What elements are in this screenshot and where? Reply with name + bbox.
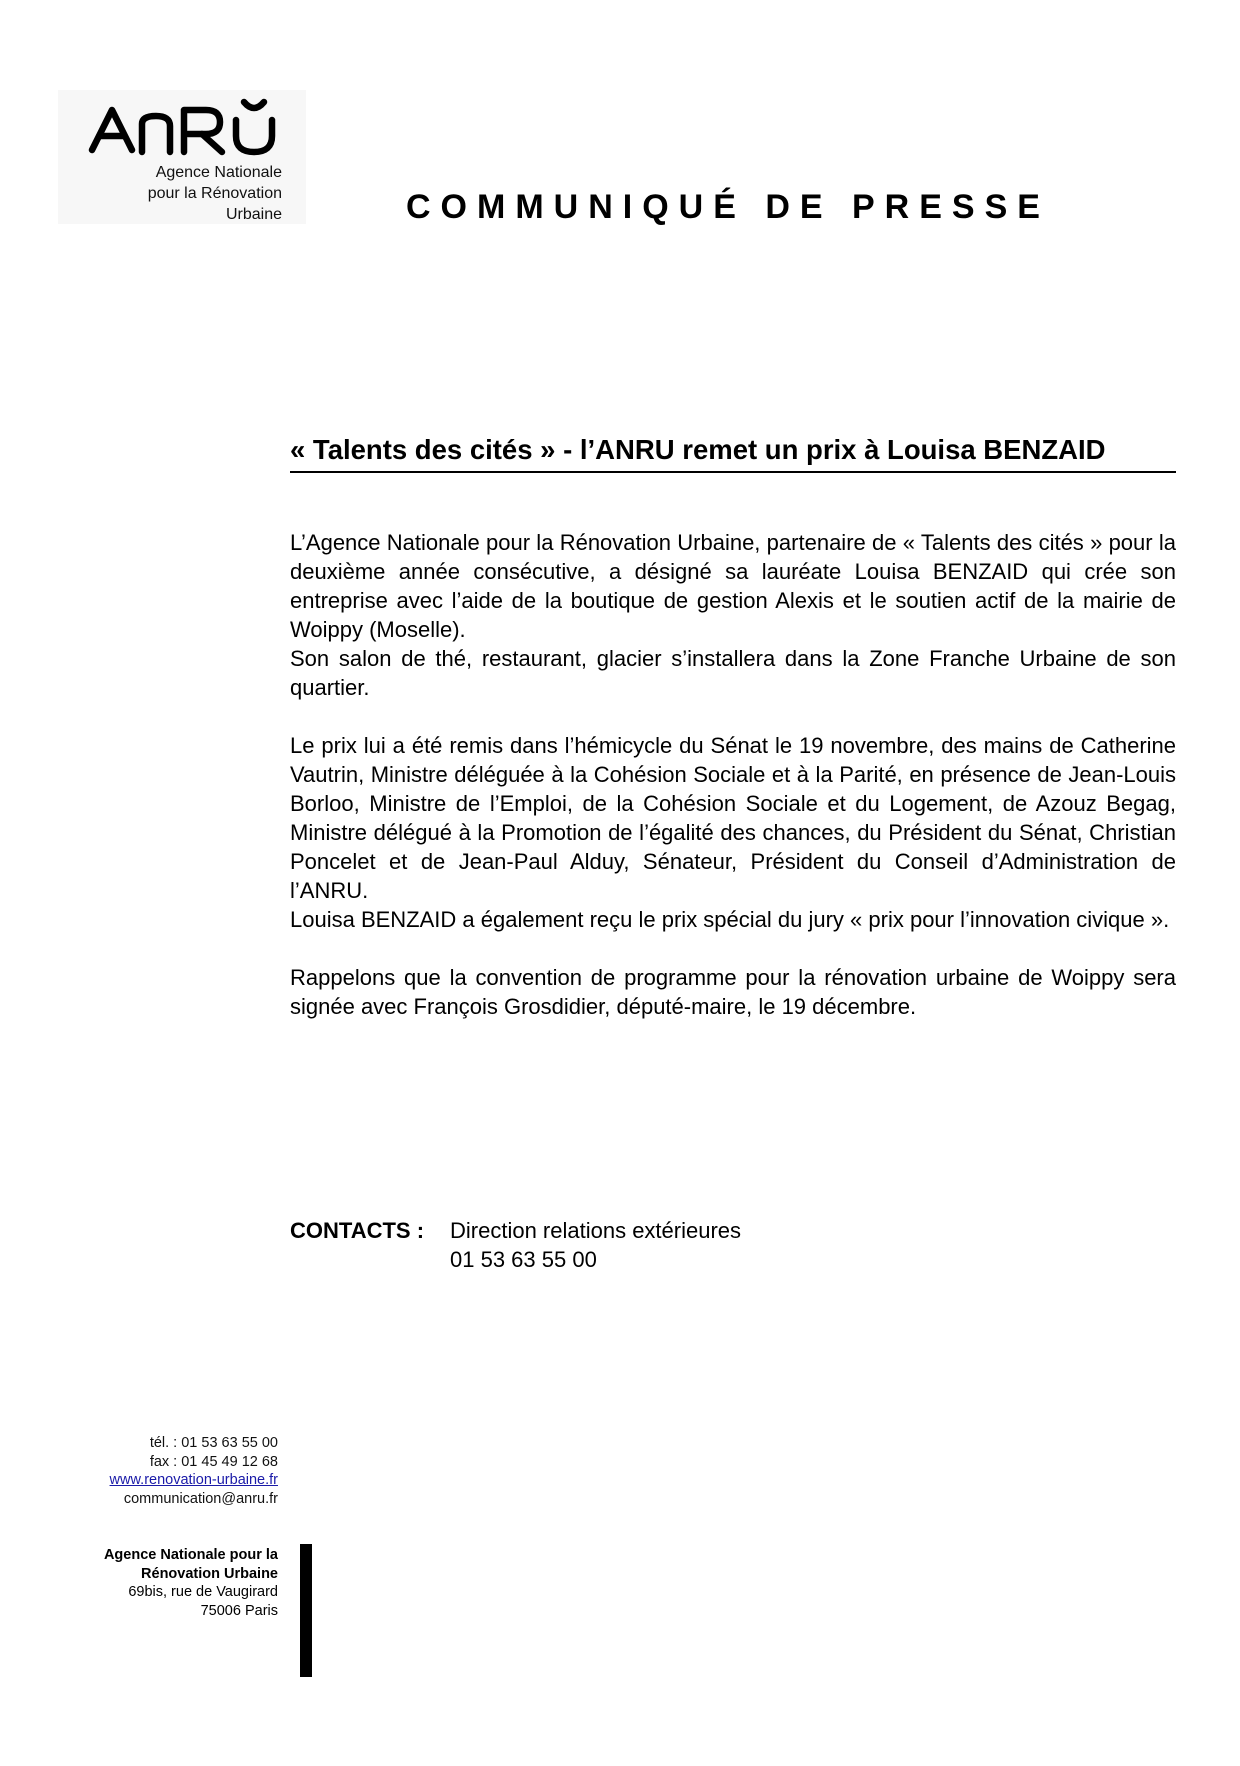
footer-email: communication@anru.fr	[123, 1490, 278, 1507]
contact-phone: 01 53 63 55 00	[450, 1247, 597, 1272]
paragraph-text: Rappelons que la convention de programme pour la rénovation urbaine de Woippy sera signée avec François Grosdidier, député-maire, le 19 décembre.	[290, 965, 1176, 1019]
logo-subtitle-line: Agence Nationale	[155, 164, 282, 181]
document-body	[290, 528, 1176, 1050]
anru-wordmark-logo	[88, 96, 298, 158]
paragraph-text: Le prix lui a été remis dans l’hémicycle du Sénat le 19 novembre, des mains de Catherine Vautrin, Ministre déléguée à la Cohésion Sociale et à la Parité, en présence de Jean-Louis Borloo, Ministre de l’Emploi, de la Cohésion Sociale et du Logement, de Azouz Begag, Ministre délégué à la Promotion de l’égalité des chances, du Président du Sénat, Christian Poncelet et de Jean-Paul Alduy, Sénateur, Président du Conseil d’Administration de l’ANRU.	[290, 733, 1176, 903]
paragraph-text: Louisa BENZAID a également reçu le prix spécial du jury « prix pour l’innovation civique ».	[290, 907, 1170, 932]
footer-vertical-bar	[300, 1544, 312, 1677]
footer-fax: fax : 01 45 49 12 68	[149, 1453, 278, 1470]
body-paragraph	[290, 963, 1176, 1021]
footer-website-link[interactable]: www.renovation-urbaine.fr	[109, 1472, 278, 1488]
title-underline	[290, 471, 1176, 473]
anru-logo	[58, 90, 306, 224]
body-paragraph	[290, 731, 1176, 934]
document-title: « Talents des cités » - l’ANRU remet un prix à Louisa BENZAID	[290, 434, 1106, 465]
paragraph-text: L’Agence Nationale pour la Rénovation Urbaine, partenaire de « Talents des cités » pour la deuxième année consécutive, a désigné sa lauréate Louisa BENZAID qui crée son entreprise avec l’aide de la boutique de gestion Alexis et le soutien actif de la mairie de Woippy (Moselle).	[290, 530, 1176, 642]
paragraph-text: Son salon de thé, restaurant, glacier s’installera dans la Zone Franche Urbaine de son quartier.	[290, 646, 1176, 700]
footer-street: 69bis, rue de Vaugirard	[128, 1584, 278, 1600]
press-release-heading: COMMUNIQUÉ DE PRESSE	[406, 188, 1050, 226]
contact-department: Direction relations extérieures	[450, 1218, 742, 1243]
logo-subtitle-line: pour la Rénovation	[147, 185, 282, 202]
footer-city: 75006 Paris	[200, 1602, 278, 1619]
contacts-label: CONTACTS :	[290, 1218, 425, 1243]
logo-subtitle-line: Urbaine	[225, 206, 282, 223]
footer-tel: tél. : 01 53 63 55 00	[149, 1435, 278, 1451]
body-paragraph	[290, 528, 1176, 702]
footer-org-name: Rénovation Urbaine	[141, 1565, 278, 1582]
footer-contact-info	[60, 1434, 278, 1508]
footer-org-name: Agence Nationale pour la	[103, 1547, 278, 1563]
footer-address	[60, 1546, 278, 1620]
